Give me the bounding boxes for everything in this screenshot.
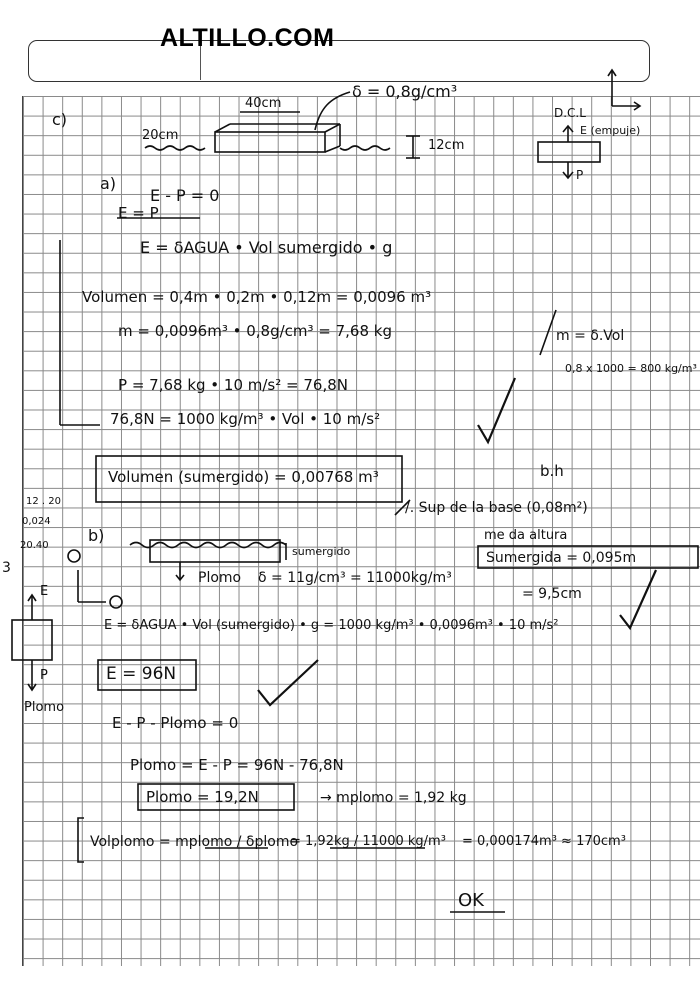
height-label: 12cm (428, 138, 465, 153)
part-a-eq3: E = δAGUA • Vol sumergido • g (140, 238, 393, 257)
width-label: 20cm (142, 128, 179, 143)
plomo-label: Plomo (198, 570, 242, 586)
water-wave-left (145, 146, 205, 150)
part-b-eq3: Plomo = 19,2N (146, 788, 259, 806)
fbd-plomo-label: Plomo (24, 700, 65, 715)
length-label: 40cm (245, 96, 282, 111)
vol-plomo-mid: = 1,92kg / 11000 kg/m³ (290, 834, 446, 849)
empuje-result: E = 96N (106, 664, 177, 684)
brand-title: ALTILLO.COM (160, 24, 335, 52)
margin-note-2: 0,024 (22, 516, 51, 527)
dcl-block (538, 142, 600, 162)
dcl-peso-label: P (576, 168, 584, 182)
plomo-density: δ = 11g/cm³ = 11000kg/m³ (258, 570, 452, 586)
mplomo-result: → mplomo = 1,92 kg (320, 790, 467, 806)
sup-base: /. Sup de la base (0,08m²) (405, 500, 588, 516)
part-a-eq1: E - P = 0 (150, 186, 220, 205)
margin-note-3: 20.40 (20, 540, 49, 551)
part-c-label: c) (52, 110, 68, 129)
vol-plomo-lhs: Volplomo = mplomo / δplomo (90, 834, 299, 850)
part-a-eq4: 76,8N = 1000 kg/m³ • Vol • 10 m/s² (110, 410, 381, 428)
sumergido-label: sumergido (292, 545, 351, 558)
margin-note-4: 3 (2, 560, 11, 576)
wood-block (215, 132, 325, 152)
altura-title: me da altura (484, 528, 568, 543)
masa-eq: m = 0,0096m³ • 0,8g/cm³ = 7,68 kg (118, 322, 392, 340)
density-conversion: 0,8 x 1000 = 800 kg/m³ (565, 362, 697, 375)
vol-plomo-result: = 0,000174m³ ≈ 170cm³ (462, 834, 626, 849)
masa-formula: m = δ.Vol (556, 328, 625, 344)
altura-cm: = 9,5cm (522, 586, 582, 602)
bracket-vol-plomo (78, 818, 84, 862)
water-wave-b (130, 543, 286, 548)
margin-note-1: 12 . 20 (26, 496, 61, 507)
density-label: δ = 0,8g/cm³ (352, 82, 458, 101)
fbd-p-label: P (40, 668, 48, 683)
peso-eq: P = 7,68 kg • 10 m/s² = 76,8N (118, 376, 348, 394)
volumen-eq: Volumen = 0,4m • 0,2m • 0,12m = 0,0096 m³ (82, 288, 432, 306)
dcl-empuje-label: E (empuje) (580, 124, 641, 137)
part-a-eq2: E = P (118, 204, 159, 222)
bh-label: b.h (540, 462, 564, 480)
empuje-eq: E = δAGUA • Vol (sumergido) • g = 1000 kg/m³ • 0,0096m³ • 10 m/s² (104, 618, 559, 633)
part-b-eq1: E - P - Plomo = 0 (112, 714, 239, 732)
part-b-eq2: Plomo = E - P = 96N - 76,8N (130, 756, 344, 774)
fbd-block (12, 620, 52, 660)
grade-mark: OK (458, 890, 484, 911)
fbd-e-label: E (40, 584, 49, 599)
dcl-title: D.C.L (554, 106, 586, 120)
water-wave-right (340, 146, 390, 150)
part-a-label: a) (100, 174, 117, 193)
part-b-label: b) (88, 526, 105, 545)
vol-sumergido: Volumen (sumergido) = 0,00768 m³ (108, 468, 379, 486)
altura-sumergida: Sumergida = 0,095m (486, 550, 637, 566)
